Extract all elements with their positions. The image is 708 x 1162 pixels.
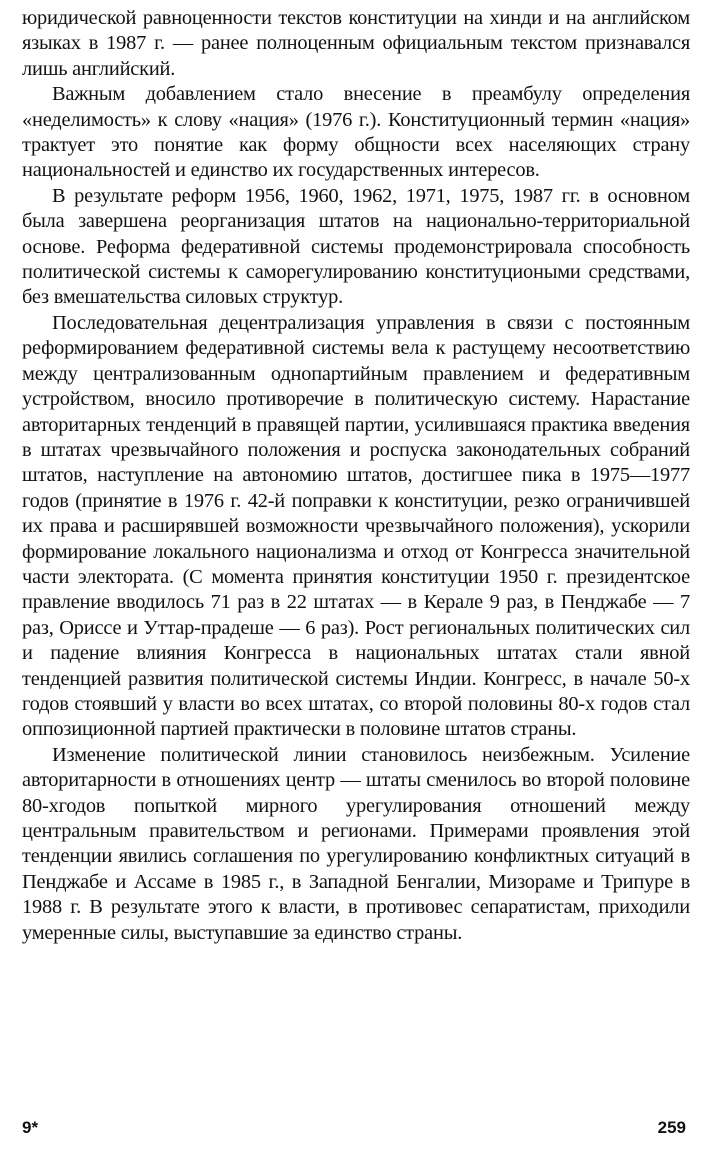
paragraph-decentralization: Последовательная децентрализация управления в связи с постоянным реформированием федеративной системы вела к растущему несоответствию между централизованным однопартийным правлением и федеративным устройством, вносило противоречие в политическую систему. Нарастание авторитарных тенденций в правящей партии, усилившаяся практика введения в штатах чрезвычайного положения и роспуска законодательных собраний штатов, наступление на автономию штатов, достигшее пика в 1975—1977 годов (принятие в 1976 г. 42-й поправки к конституции, резко ограничившей их права и расширявшей возможности чрезвычайного положения), ускорили формирование локального национализма и отход от Конгресса значительной части электората. (С момента принятия конституции 1950 г. президентское правление вводилось 71 раз в 22 штатах — в Керале 9 раз, в Пенджабе — 7 раз, Ориссе и Уттар-прадеше — 6 раз). Рост региональных политических сил и падение влияния Конгресса в национальных штатах стали явной тенденцией развития политической системы Индии. Конгресс, в начале 50-х годов стоявший у власти во всех штатах, со второй половины 80-х годов стал оппозиционной партией практически в половине штатов страны. (22, 311, 690, 741)
signature-mark: 9* (22, 1118, 39, 1137)
paragraph-continuation: юридической равноценности текстов конституции на хинди и на английском языках в 1987 г. — ранее полноценным официальным текстом признавался лишь английский. (22, 7, 690, 80)
page-footer (22, 1118, 686, 1142)
body-text (22, 6, 690, 946)
paragraph-preamble-amendment: Важным добавлением стало внесение в преамбулу определения «неделимость» к слову «нация» (1976 г.). Конституционный термин «нация» трактует это понятие как форму общности всех населяющих страну национальностей и единство их государственных интересов. (22, 83, 690, 182)
paragraph-political-change: Изменение политической линии становилось неизбежным. Усиление авторитарности в отношениях центр — штаты сменилось во второй половине 80-хгодов попыткой мирного урегулирования отношений между центральным правительством и регионами. Примерами проявления этой тенденции явились соглашения по урегулированию конфликтных ситуаций в Пенджабе и Ассаме в 1985 г., в Западной Бенгалии, Мизораме и Трипуре в 1988 г. В результате этого к власти, в противовес сепаратистам, приходили умеренные силы, выступавшие за единство страны. (22, 743, 690, 944)
paragraph-state-reforms: В результате реформ 1956, 1960, 1962, 1971, 1975, 1987 гг. в основном была завершена реорганизация штатов на национально-территориальной основе. Реформа федеративной системы продемонстрировала способность политической системы к саморегулированию конституциоными средствами, без вмешательства силовых структур. (22, 184, 690, 309)
page-number: 259 (657, 1118, 686, 1137)
